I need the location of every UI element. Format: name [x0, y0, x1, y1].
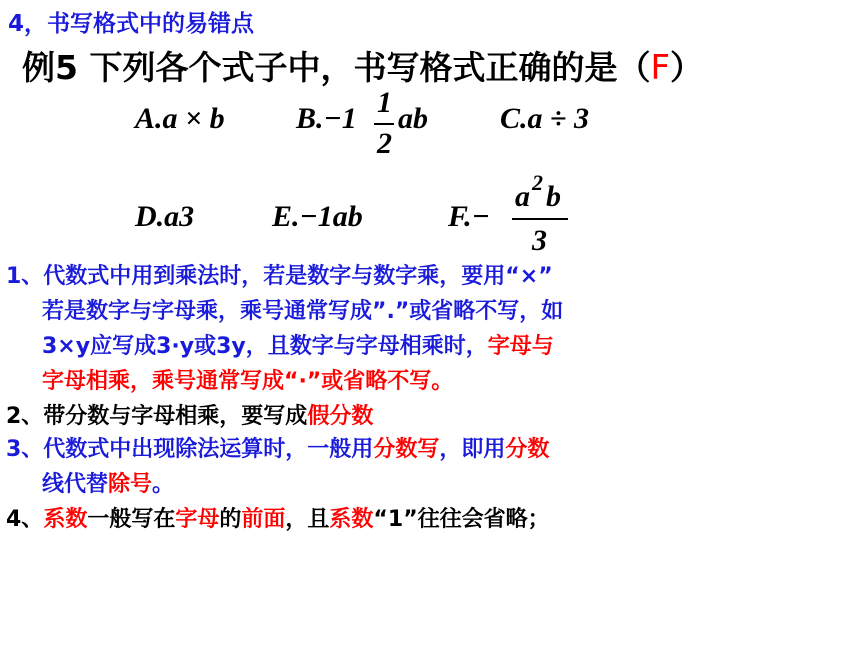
option-f-prefix: F.− [448, 200, 490, 233]
option-c: C.a ÷ 3 [500, 102, 589, 135]
rule-4-f: 前面 [241, 507, 286, 532]
option-b-denominator: 2 [377, 127, 392, 160]
rule-1-line-2: 若是数字与字母乘，乘号通常写成”.”或省略不写，如 [42, 299, 564, 324]
rule-1-line-3-red: 字母与 [487, 334, 554, 359]
rule-4-d: 字母 [175, 507, 220, 532]
example-prefix: 例5 下列各个式子中，书写格式正确的是（ [22, 48, 651, 87]
rule-4-i: “1”往往会省略； [373, 507, 550, 532]
rule-3-line-2-text-b: 。 [152, 472, 175, 497]
example-answer: F [650, 48, 671, 88]
rule-2 [6, 399, 373, 430]
option-a: A.a × b [135, 102, 225, 135]
rule-3-line-2 [42, 467, 174, 498]
rule-4-a: 4、 [6, 507, 44, 532]
rule-3-highlight-b: 分数 [505, 437, 550, 462]
option-f-numerator-a: a [515, 180, 530, 213]
option-b-prefix: B.−1 [296, 102, 357, 135]
section-heading: 4，书写格式中的易错点 [8, 11, 255, 37]
option-f-numerator-b: b [546, 180, 561, 213]
rule-4 [6, 502, 550, 533]
example-suffix: ） [670, 48, 704, 87]
rule-2-highlight: 假分数 [307, 404, 374, 429]
option-e: E.−1ab [272, 200, 363, 233]
example-question [22, 42, 703, 89]
rule-1-line-4: 字母相乘，乘号通常写成“·”或省略不写。 [42, 369, 454, 394]
rule-4-c: 一般写在 [87, 507, 176, 532]
rule-3-highlight-a: 分数写 [373, 437, 440, 462]
option-b-suffix: ab [398, 102, 428, 135]
option-b-numerator: 1 [377, 86, 392, 119]
rule-4-g: ，且 [285, 507, 330, 532]
rule-4-e: 的 [219, 507, 242, 532]
option-b-fraction-line [374, 123, 394, 125]
rule-3-line-2-text-a: 线代替 [42, 472, 109, 497]
option-f-denominator: 3 [532, 224, 547, 257]
option-f-numerator-exponent: 2 [532, 170, 543, 195]
rule-4-h: 系数 [329, 507, 374, 532]
option-f-fraction-line [512, 218, 568, 220]
rule-3-line-1 [6, 432, 549, 463]
rule-3-text-a: 3、代数式中出现除法运算时，一般用 [6, 437, 374, 462]
option-d: D.a3 [135, 200, 195, 233]
rule-3-line-2-highlight: 除号 [108, 472, 153, 497]
rule-1-line-1: 1、代数式中用到乘法时，若是数字与数字乘，要用“×” [6, 264, 553, 289]
rule-4-b: 系数 [43, 507, 88, 532]
rule-2-text: 2、带分数与字母相乘，要写成 [6, 404, 308, 429]
rule-1-line-3-blue: 3×y应写成3·y或3y，且数字与字母相乘时， [42, 334, 488, 359]
rule-1-line-3 [42, 329, 554, 360]
rule-3-text-b: ，即用 [439, 437, 506, 462]
